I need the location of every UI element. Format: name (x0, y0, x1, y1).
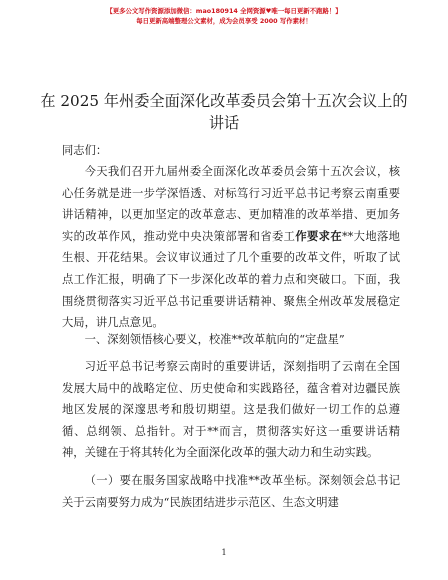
promo-banner-line-2: 每日更新高端整理公文素材，成为会员享受 2000 写作素材！ (136, 17, 312, 25)
greeting: 同志们： (62, 144, 108, 157)
paragraph-section-1: 习近平总书记考察云南时的重要讲话，深刻指明了云南在全国发展大局中的战略定位、历史使命和实践路径，蕴含着对边疆民族地区发展的深邃思考和殷切期望。这是我们做好一切工作的总遵循、总纲领、总指针。对于**而言，贯彻落实好这一重要讲话精神，关键在于将其转化为全面深化改革的强大动力和生动实践。 (62, 360, 400, 460)
promo-banner-line-1: 【更多公文写作资源添加微信：mao180914 全网资源♥唯一每日更新不跑路！】 (106, 7, 342, 15)
page-number: 1 (221, 548, 227, 557)
paragraph-intro-text-2: **大地落地生根、开花结果。会议审议通过了几个重要的改革文件，听取了试点工作汇报，明确了下一步深化改革的着力点和突破口。下面，我围绕贯彻落实习近平总书记重要讲话精神、聚焦全州改革发展稳定大局，讲几点意见。 (62, 229, 400, 330)
section-heading-1: 一、深刻领悟核心要义，校准**改革航向的“定盘星” (84, 333, 345, 346)
paragraph-intro-bold: 作要求在 (295, 228, 342, 243)
paragraph-intro-text: 今天我们召开九届州委全面深化改革委员会第十五次会议，核心任务就是进一步学深悟透、对标笃行习近平总书记考察云南重要讲话精神，以更加坚定的改革意志、更加精准的改革举措、更加务实的改革作风，推动党中央决策部署和省委工 (62, 165, 400, 243)
paragraph-intro (62, 161, 400, 330)
subsection-heading-1: （一）要在服务国家战略中找准**改革坐标。深刻领会总书记关于云南要努力成为“民族团结进步示范区、生态文明建 (62, 474, 400, 509)
promo-banner (0, 6, 448, 26)
document-title: 在 2025 年州委全面深化改革委员会第十五次会议上的讲话 (40, 92, 408, 132)
